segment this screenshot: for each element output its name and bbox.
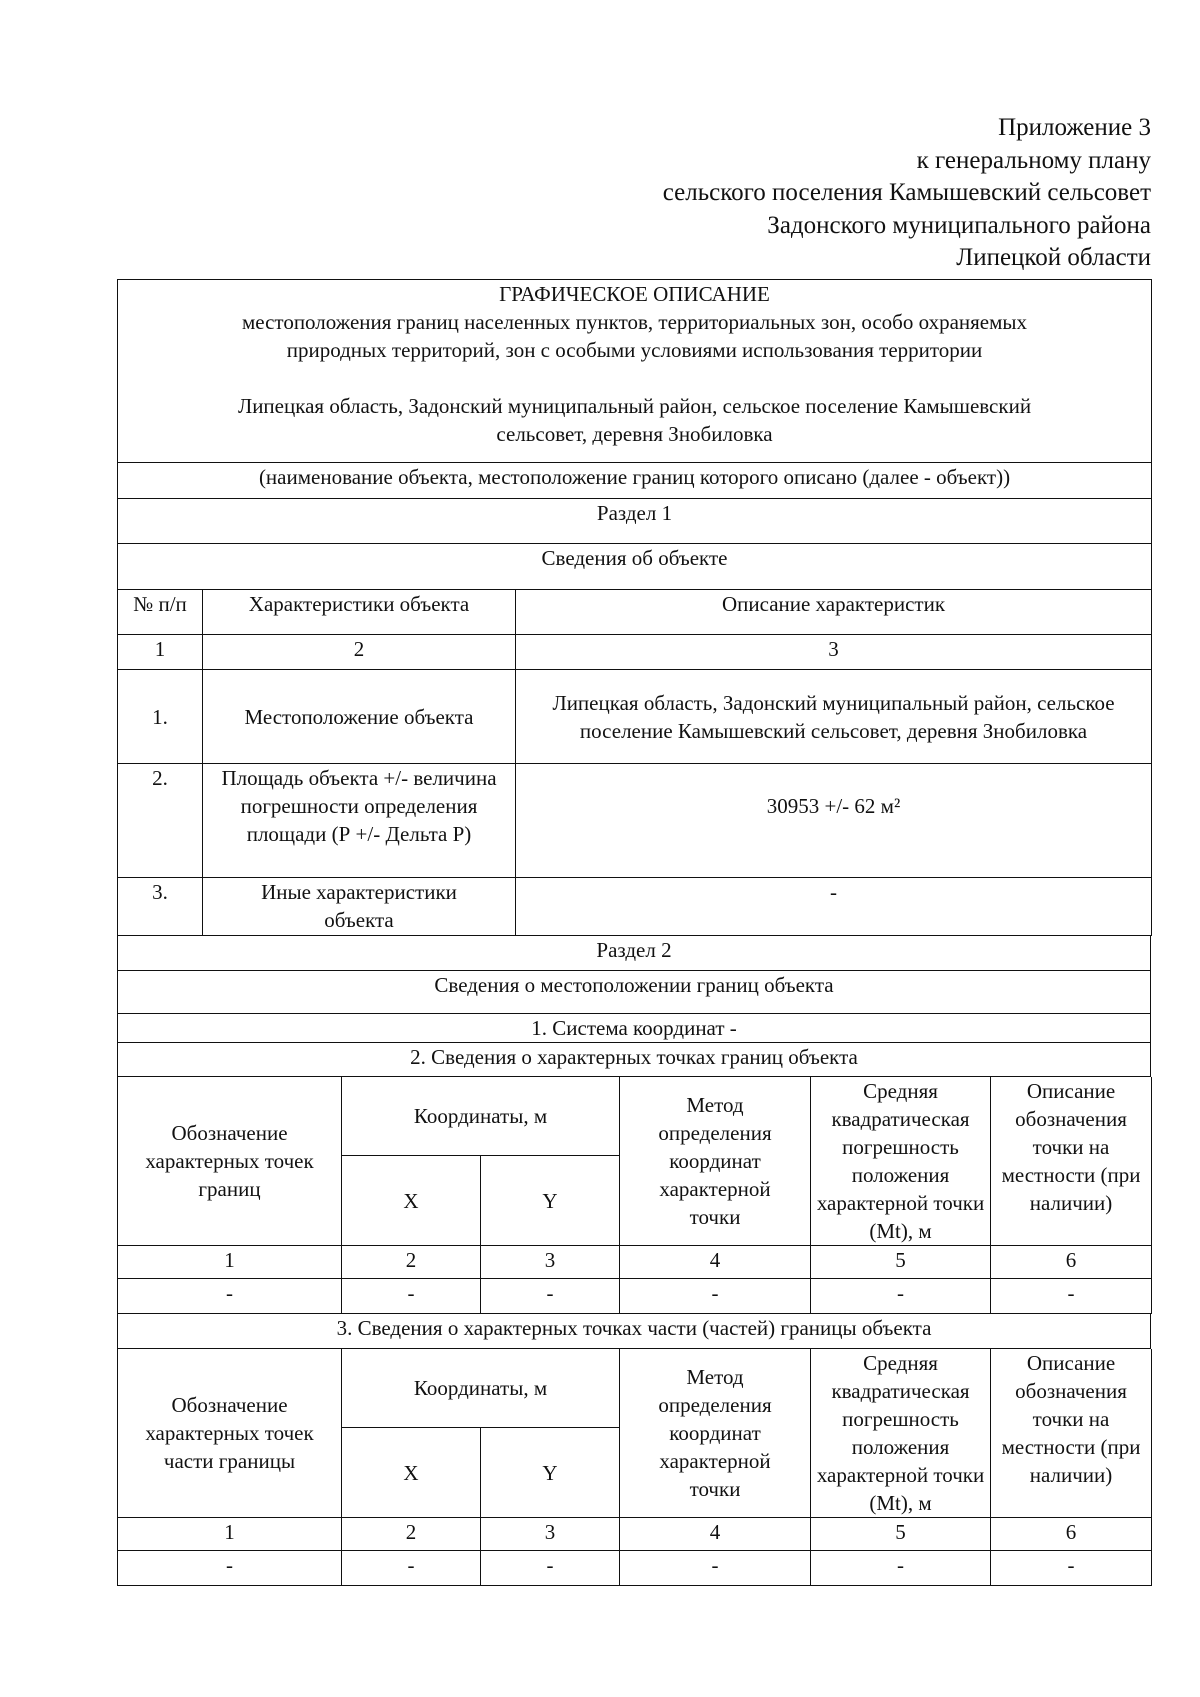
object-info-table bbox=[117, 279, 1152, 936]
row-description: Липецкая область, Задонский муниципальный район, сельское поселение Камышевский сельсовет, деревня Знобиловка bbox=[516, 670, 1152, 764]
col-number-3: 3 bbox=[481, 1518, 620, 1551]
header-coordinates: Координаты, м bbox=[342, 1349, 620, 1428]
parts-table-title: 3. Сведения о характерных точках части (частей) границы объекта bbox=[118, 1314, 1151, 1348]
object-name-line-1: Липецкая область, Задонский муниципальный район, сельское поселение Камышевский bbox=[237, 394, 1032, 418]
col-number-4: 4 bbox=[620, 1246, 811, 1279]
header-designation: Обозначение характерных точек части границы bbox=[118, 1349, 342, 1518]
row-number: 2. bbox=[118, 764, 203, 878]
coordinate-system: 1. Система координат - bbox=[118, 1013, 1151, 1042]
table-row bbox=[118, 878, 1152, 936]
header-method: Метод определения координат характерной точки bbox=[620, 1077, 811, 1246]
object-caption: (наименование объекта, местоположение границ которого описано (далее - объект)) bbox=[118, 463, 1152, 499]
document-header bbox=[663, 112, 1151, 275]
header-line-region: Липецкой области bbox=[956, 244, 1151, 271]
header-characteristics: Характеристики объекта bbox=[203, 590, 516, 635]
parts-heading bbox=[117, 1314, 1151, 1349]
document-title: ГРАФИЧЕСКОЕ ОПИСАНИЕ bbox=[499, 282, 770, 306]
col-number-5: 5 bbox=[811, 1246, 991, 1279]
row-number: 3. bbox=[118, 878, 203, 936]
section-2-headings bbox=[117, 936, 1151, 1077]
row-description: - bbox=[516, 878, 1152, 936]
section-2-title: Раздел 2 bbox=[118, 936, 1151, 970]
col-number-5: 5 bbox=[811, 1518, 991, 1551]
cell-location: - bbox=[991, 1551, 1152, 1586]
header-method: Метод определения координат характерной точки bbox=[620, 1349, 811, 1518]
cell-x: - bbox=[342, 1279, 481, 1314]
col-number-1: 1 bbox=[118, 1518, 342, 1551]
col-number-6: 6 bbox=[991, 1246, 1152, 1279]
row-number: 1. bbox=[118, 670, 203, 764]
header-x: X bbox=[342, 1428, 481, 1518]
header-y: Y bbox=[481, 1156, 620, 1246]
cell-y: - bbox=[481, 1279, 620, 1314]
title-description-line-2: природных территорий, зон с особыми условиями использования территории bbox=[286, 338, 983, 362]
table-row bbox=[118, 1551, 1152, 1586]
header-location: Описание обозначения точки на местности (при наличии) bbox=[991, 1349, 1152, 1518]
table-row bbox=[118, 764, 1152, 878]
col-number-1: 1 bbox=[118, 635, 203, 670]
header-location: Описание обозначения точки на местности (при наличии) bbox=[991, 1077, 1152, 1246]
col-number-3: 3 bbox=[481, 1246, 620, 1279]
header-row-number: № п/п bbox=[118, 590, 203, 635]
boundary-parts-table bbox=[117, 1349, 1152, 1587]
cell-error: - bbox=[811, 1551, 991, 1586]
header-line-settlement: сельского поселения Камышевский сельсовет bbox=[662, 179, 1151, 206]
col-number-2: 2 bbox=[342, 1518, 481, 1551]
header-line-plan: к генеральному плану bbox=[916, 146, 1151, 174]
header-description: Описание характеристик bbox=[516, 590, 1152, 635]
section-1-title: Раздел 1 bbox=[118, 499, 1152, 544]
table-row bbox=[118, 670, 1152, 764]
cell-error: - bbox=[811, 1279, 991, 1314]
section-2-subtitle: Сведения о местоположении границ объекта bbox=[118, 970, 1151, 1013]
title-block bbox=[118, 280, 1152, 463]
header-line-district: Задонского муниципального района bbox=[767, 211, 1151, 239]
section-1-subtitle: Сведения об объекте bbox=[118, 544, 1152, 590]
col-number-2: 2 bbox=[342, 1246, 481, 1279]
col-number-2: 2 bbox=[203, 635, 516, 670]
cell-x: - bbox=[342, 1551, 481, 1586]
header-y: Y bbox=[481, 1428, 620, 1518]
col-number-3: 3 bbox=[516, 635, 1152, 670]
header-coordinates: Координаты, м bbox=[342, 1077, 620, 1156]
cell-designation: - bbox=[118, 1279, 342, 1314]
row-characteristic: Местоположение объекта bbox=[203, 670, 516, 764]
cell-y: - bbox=[481, 1551, 620, 1586]
object-name-line-2: сельсовет, деревня Знобиловка bbox=[496, 422, 773, 446]
col-number-1: 1 bbox=[118, 1246, 342, 1279]
row-characteristic: Площадь объекта +/- величина погрешности определения площади (Р +/- Дельта Р) bbox=[203, 764, 516, 878]
row-characteristic: Иные характеристики объекта bbox=[203, 878, 516, 936]
cell-method: - bbox=[620, 1551, 811, 1586]
points-table-title: 2. Сведения о характерных точках границ объекта bbox=[118, 1042, 1151, 1076]
header-designation: Обозначение характерных точек границ bbox=[118, 1077, 342, 1246]
header-x: X bbox=[342, 1156, 481, 1246]
header-error: Средняя квадратическая погрешность положения характерной точки (Mt), м bbox=[811, 1349, 991, 1518]
header-error: Средняя квадратическая погрешность положения характерной точки (Mt), м bbox=[811, 1077, 991, 1246]
col-number-4: 4 bbox=[620, 1518, 811, 1551]
appendix-number: Приложение 3 bbox=[998, 114, 1151, 141]
cell-location: - bbox=[991, 1279, 1152, 1314]
cell-designation: - bbox=[118, 1551, 342, 1586]
graphic-description-form bbox=[117, 279, 1151, 1581]
boundary-points-table bbox=[117, 1077, 1152, 1315]
col-number-6: 6 bbox=[991, 1518, 1152, 1551]
title-description-line-1: местоположения границ населенных пунктов, территориальных зон, особо охраняемых bbox=[241, 310, 1028, 334]
table-row bbox=[118, 1279, 1152, 1314]
row-description: 30953 +/- 62 м² bbox=[516, 764, 1152, 878]
cell-method: - bbox=[620, 1279, 811, 1314]
